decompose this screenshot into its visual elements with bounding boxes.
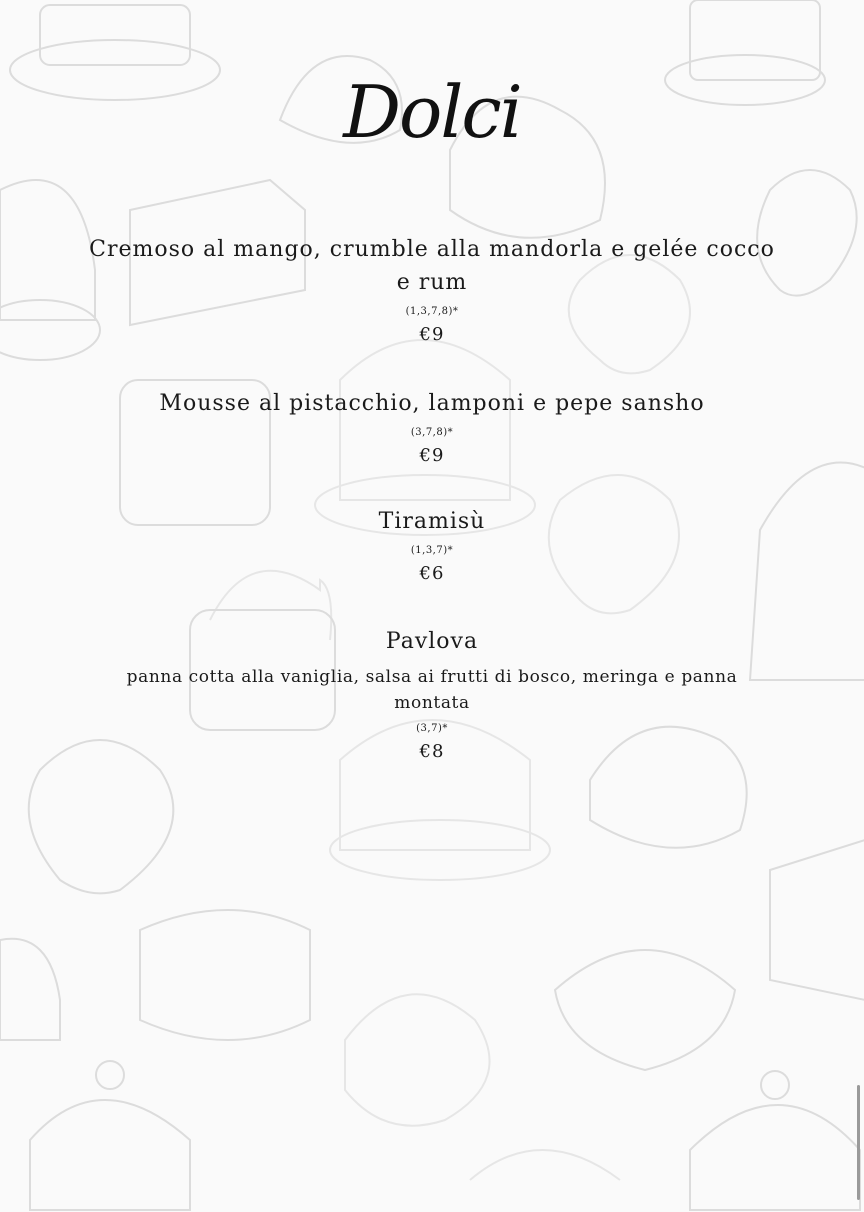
item-allergens: (3,7,8)* (410, 427, 454, 438)
item-price: €9 (419, 324, 445, 345)
item-price: €8 (419, 741, 445, 762)
item-description: panna cotta alla vaniglia, salsa ai frutti di bosco, meringa e panna montata (126, 667, 738, 713)
item-name: Cremoso al mango, crumble alla mandorla e gelée cocco e rum (89, 237, 775, 295)
menu-item (0, 625, 864, 764)
page-edge-shadow (857, 1085, 860, 1200)
menu-item (0, 387, 864, 468)
item-allergens: (1,3,7)* (410, 545, 454, 556)
menu-title: Dolci (343, 70, 521, 154)
menu-item (0, 233, 864, 347)
item-allergens: (3,7)* (416, 723, 448, 734)
menu-item (0, 505, 864, 586)
item-name: Tiramisù (378, 509, 486, 534)
item-name: Pavlova (385, 629, 479, 654)
item-allergens: (1,3,7,8)* (405, 306, 459, 317)
item-price: €9 (419, 445, 445, 466)
item-price: €6 (419, 563, 445, 584)
item-name: Mousse al pistacchio, lamponi e pepe sansho (159, 391, 705, 416)
